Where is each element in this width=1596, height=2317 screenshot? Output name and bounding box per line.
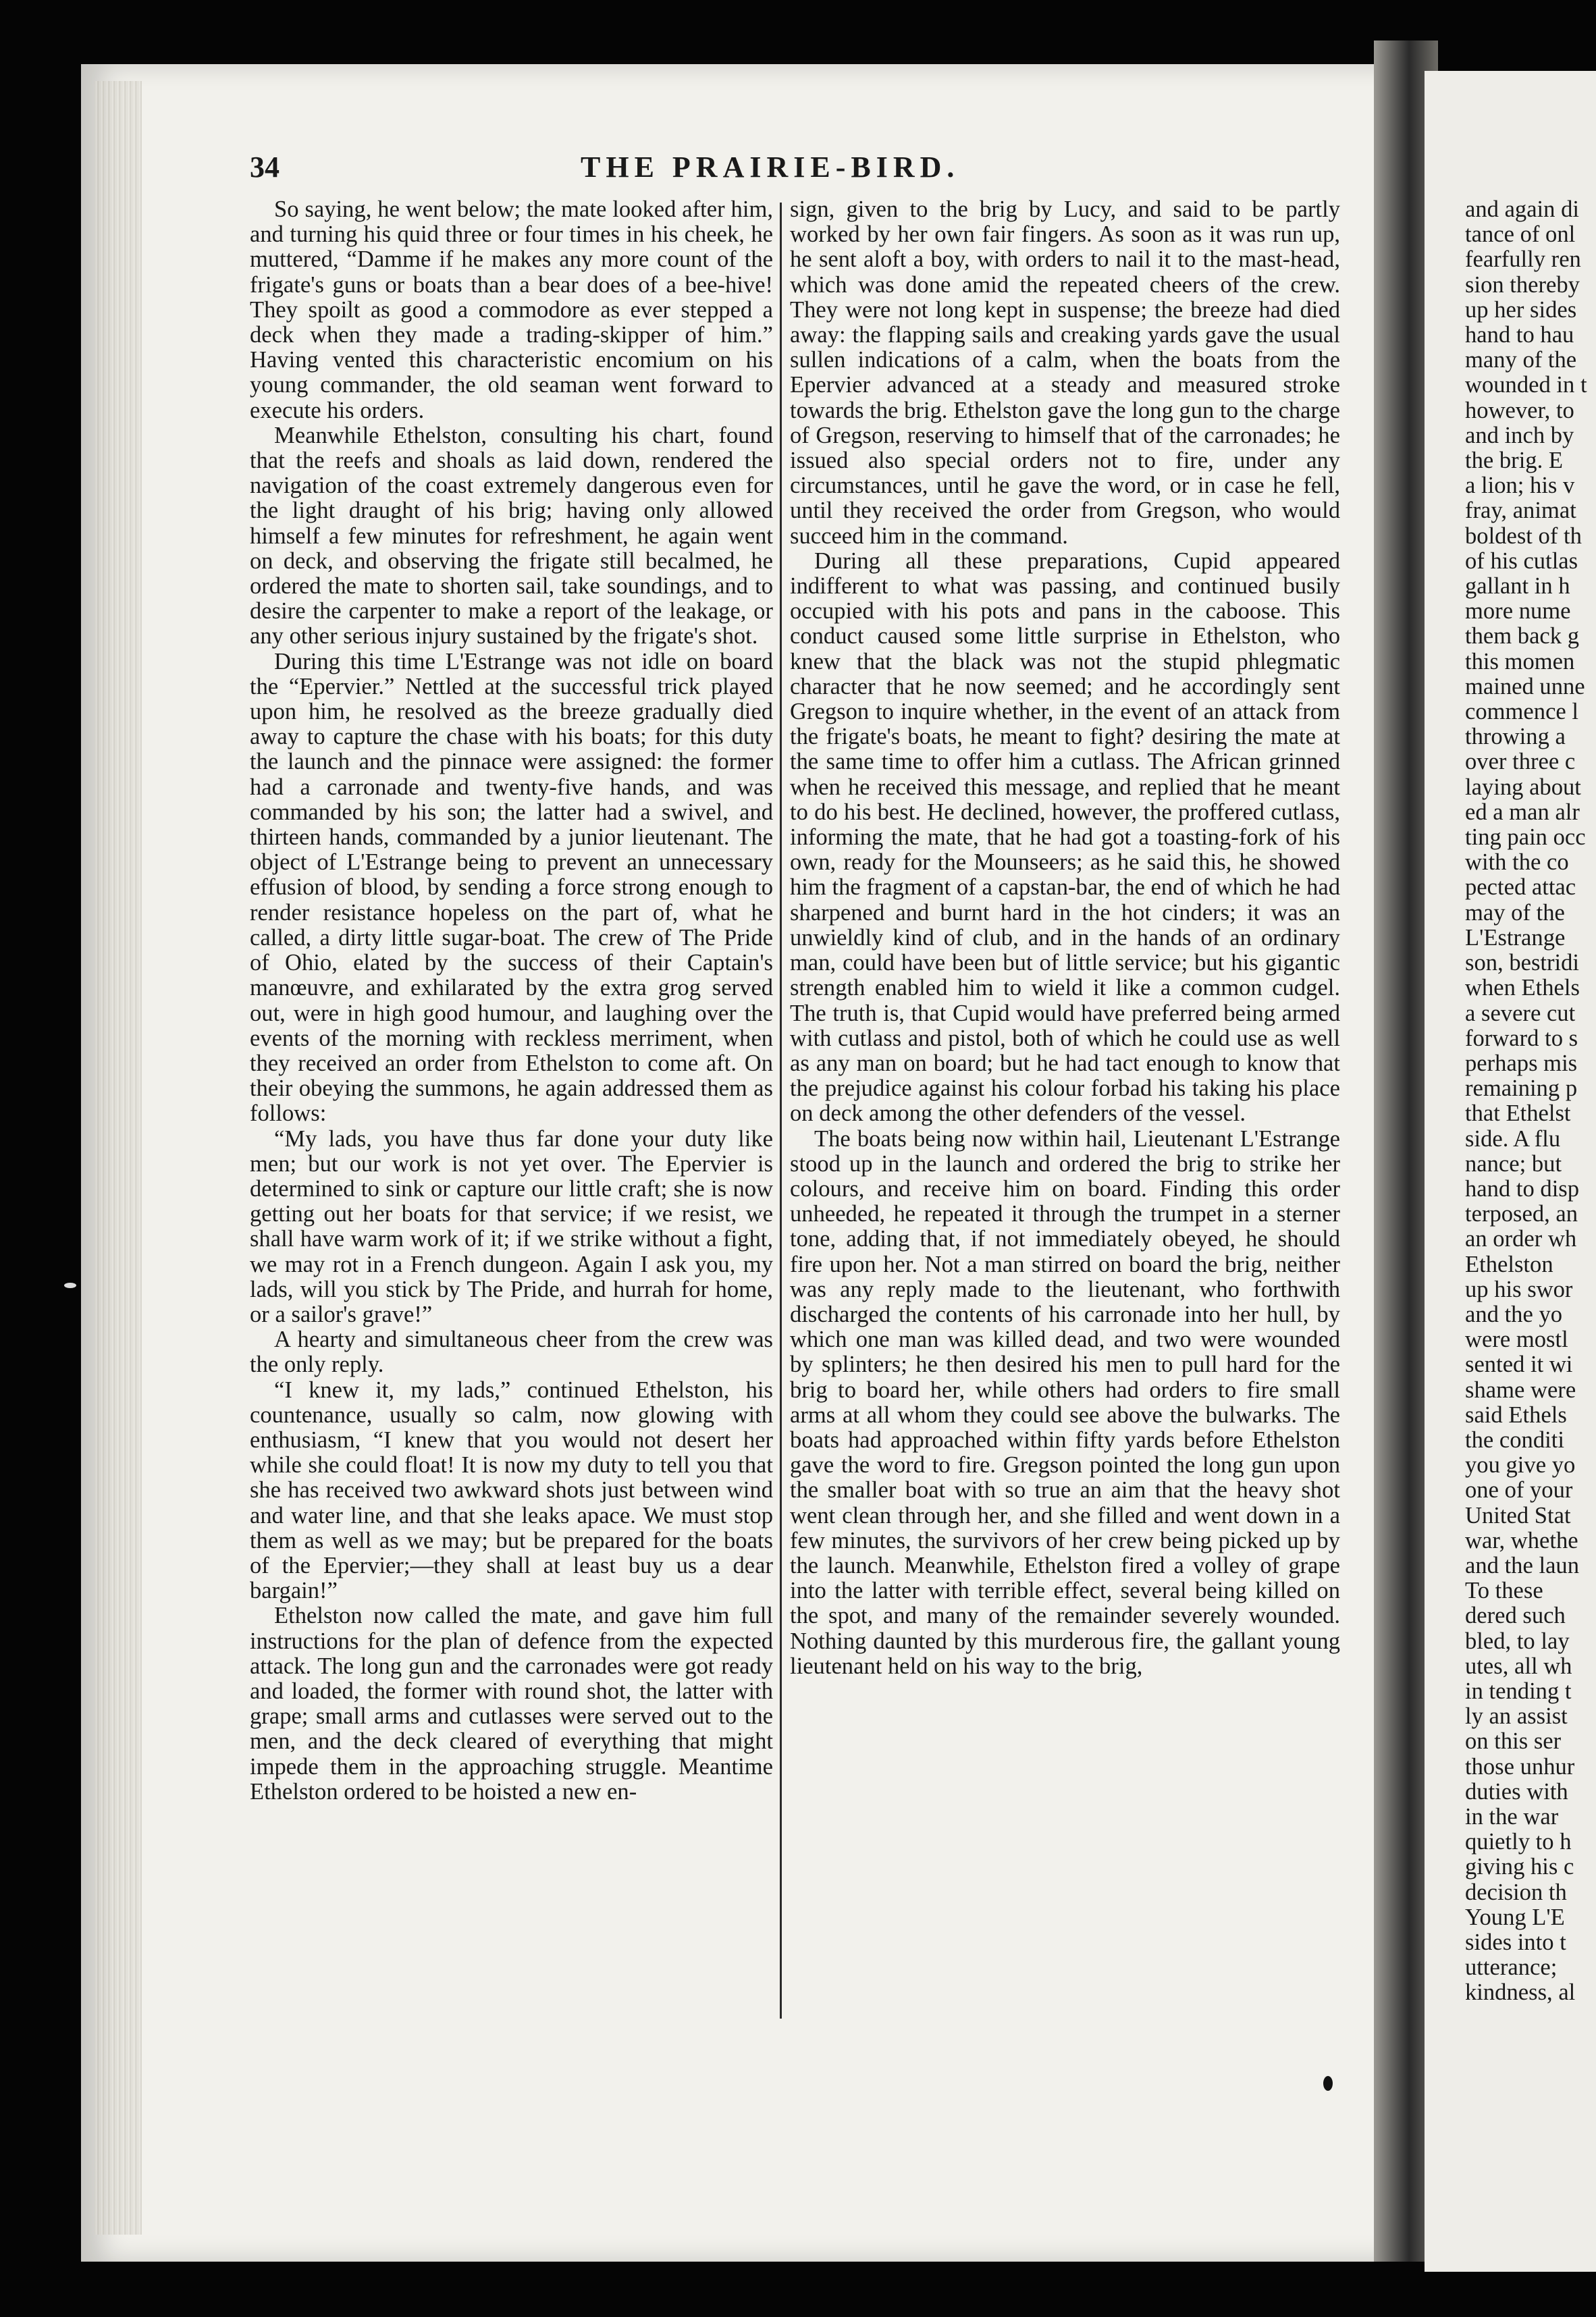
line-fragment: son, bestridi [1465,950,1580,976]
line-fragment: L'Estrange [1465,924,1566,951]
paragraph: “My lads, you have thus far done your duty like men; but our work is not yet over. The Epervier is determined to sink or capture our little craft; she is now getting out her boats for that service; if we resist, we shall have warm work of it; if we strike without a fight, we may rot in a French dungeon. Again I ask you, my lads, will you stick by The Pride, and hurrah for home, or a sailor's grave!” [250,1125,773,1327]
line-fragment: forward to s [1465,1025,1578,1051]
line-fragment: duties with [1465,1778,1568,1805]
paragraph: “I knew it, my lads,” continued Ethelston, his countenance, usually so calm, now glowing with enthusiasm, “I knew that you would not desert her while she could float! It is now my duty to tell you that she has received two awkward shots just between wind and water line, and that she leaks apace. We must stop them as well as we may; but be prepared for the boats of the Epervier;—they shall at least buy us a dear bargain!” [250,1377,773,1604]
line-fragment: and the yo [1465,1301,1563,1327]
line-fragment: hand to disp [1465,1175,1580,1202]
line-fragment: utes, all wh [1465,1653,1572,1679]
line-fragment: an order wh [1465,1226,1577,1252]
line-fragment: sion thereby [1465,271,1580,298]
line-fragment: mained unne [1465,673,1585,699]
line-fragment: throwing a [1465,724,1566,750]
paragraph: Ethelston now called the mate, and gave him full instructions for the plan of defence from the expected attack. The long gun and the carronades were got ready and loaded, the former with round shot, the latter with grape; small arms and cutlasses were served out to the men, and the deck cleared of everything that might impede them in the approaching struggle. Meantime Ethelston ordered to be hoisted a new en- [250,1603,773,1805]
line-fragment: gallant in h [1465,573,1570,600]
line-fragment: shame were [1465,1377,1576,1403]
line-fragment: utterance; [1465,1954,1558,1981]
line-fragment: laying about [1465,774,1581,800]
line-fragment: up her sides [1465,296,1577,323]
line-fragment: may of the [1465,899,1565,926]
text-column-1 [250,197,773,2020]
line-fragment: perhaps mis [1465,1050,1578,1076]
line-fragment: more nume [1465,598,1571,624]
running-title: THE PRAIRIE-BIRD. [581,151,960,184]
line-fragment: the conditi [1465,1427,1564,1453]
column-divider [780,203,782,2019]
line-fragment: up his swor [1465,1276,1573,1302]
line-fragment: hand to hau [1465,322,1574,348]
paragraph: During all these preparations, Cupid appeared indifferent to what was passing, and continued busily occupied with his pots and pans in the caboose. This conduct caused some little surprise in Ethelston, who knew that the black was not the stupid phlegmatic character that he now seemed; and he accordingly sent Gregson to inquire whether, in the event of an attack from the frigate's boats, he meant to fight? desiring the mate at the same time to offer him a cutlass. The African grinned when he received this message, and replied that he meant to do his best. He declined, however, the proffered cutlass, informing the mate, that he had got a toasting-fork of his own, ready for the Mounseers; as he said this, he showed him the fragment of a capstan-bar, the end of which he had sharpened and burnt hard in the hot cinders; it was an unwieldly kind of club, and in the hands of an ordinary man, could have been but of little service; but his gigantic strength enabled him to wield it like a common cudgel. The truth is, that Cupid would have preferred being armed with cutlass and pistol, both of which he could use as well as any man on board; but he had tact enough to know that the prejudice against his colour forbad his taking his place on deck among the other defenders of the vessel. [790,548,1340,1127]
line-fragment: quietly to h [1465,1829,1572,1855]
line-fragment: dered such [1465,1603,1566,1629]
line-fragment: war, whethe [1465,1527,1578,1553]
line-fragment: those unhur [1465,1753,1575,1780]
line-fragment: in tending t [1465,1678,1572,1704]
line-fragment: fearfully ren [1465,246,1581,273]
line-fragment: ly an assist [1465,1703,1568,1730]
paragraph: A hearty and simultaneous cheer from the crew was the only reply. [250,1327,773,1378]
line-fragment: a severe cut [1465,1000,1576,1026]
line-fragment: pected attac [1465,874,1576,901]
line-fragment: them back g [1465,623,1579,649]
line-fragment: To these [1465,1578,1543,1604]
line-fragment: one of your [1465,1477,1573,1503]
line-fragment: decision th [1465,1879,1567,1905]
line-fragment: on this ser [1465,1728,1562,1755]
line-fragment: when Ethels [1465,975,1580,1001]
page-number: 34 [250,151,280,184]
line-fragment: many of the [1465,347,1577,373]
line-fragment: kindness, al [1465,1979,1576,2006]
line-fragment: the brig. E [1465,448,1563,474]
line-fragment: a lion; his v [1465,473,1575,499]
line-fragment: side. A flu [1465,1125,1561,1152]
line-fragment: and the laun [1465,1552,1579,1578]
line-fragment: you give yo [1465,1452,1576,1479]
line-fragment: remaining p [1465,1075,1578,1102]
line-fragment: with the co [1465,849,1569,876]
paragraph: The boats being now within hail, Lieutenant L'Estrange stood up in the launch and ordered the brig to strike her colours, and receive him on board. Finding this order unheeded, he repeated it through the trumpet in a sterner tone, adding that, if not immediately obeyed, he should fire upon her. Not a man stirred on board the brig, neither was any reply made to the lieutenant, who forthwith discharged the contents of his carronade into her hull, by which one man was killed dead, and two were wounded by splinters; he then desired his men to pull hard for the brig to board her, while others had orders to fire small arms at all whom they could see above the bulwarks. The boats had approached within fifty yards before Ethelston gave the word to fire. Gregson pointed the long gun upon the smaller boat with so true an aim that the heavy shot went clean through her, and she filled and went down in a few minutes, the survivors of her crew being picked up by the launch. Meanwhile, Ethelston fired a volley of grape into the latter with terrible effect, several being killed on the spot, and many of the remainder severely wounded. Nothing daunted by this murderous fire, the gallant young lieutenant held on his way to the brig, [790,1125,1340,1679]
line-fragment: fray, animat [1465,498,1576,524]
line-fragment: nance; but [1465,1150,1562,1177]
line-fragment: sides into t [1465,1929,1566,1956]
paragraph: During this time L'Estrange was not idle on board the “Epervier.” Nettled at the successful trick played upon him, he resolved as the breeze gradually died away to capture the chase with his boats; for this duty the launch and the pinnace were assigned: the former had a carronade and twenty-five hands, and was commanded by his son; the latter had a swivel, and thirteen hands, commanded by a junior lieutenant. The object of L'Estrange being to prevent an unnecessary effusion of blood, by sending a force strong enough to render resistance hopeless on the part of, what he called, a dirty little sugar-boat. The crew of The Pride of Ohio, elated by the success of their Captain's manœuvre, and exhilarated by the extra grog served out, were in high good humour, and laughing over the events of the morning with reckless merriment, when they received an order from Ethelston to come aft. On their obeying the summons, he again addressed them as follows: [250,648,773,1127]
line-fragment: sented it wi [1465,1352,1573,1378]
paragraph: Meanwhile Ethelston, consulting his chart, found that the reefs and shoals as laid down, rendered the navigation of the coast extremely dangerous even for the light draught of his brig; having only allowed himself a few minutes for refreshment, he again went on deck, and observing the frigate still becalmed, he ordered the mate to shorten sail, take soundings, and to desire the carpenter to make a report of the leakage, or any other serious injury sustained by the frigate's shot. [250,422,773,649]
line-fragment: Young L'E [1465,1904,1565,1930]
line-fragment: bled, to lay [1465,1628,1570,1654]
line-fragment: terposed, an [1465,1201,1578,1227]
ink-speck [1323,2076,1333,2091]
line-fragment: over three c [1465,749,1576,775]
line-fragment: tance of onl [1465,221,1576,248]
line-fragment: of his cutlas [1465,548,1578,574]
line-fragment: ting pain occ [1465,824,1586,851]
line-fragment: Ethelston [1465,1251,1553,1277]
text-column-2 [790,197,1340,2020]
line-fragment: boldest of th [1465,523,1582,549]
scan-mark [64,1283,76,1288]
paragraph: sign, given to the brig by Lucy, and said to be partly worked by her own fair fingers. As soon as it was run up, he sent aloft a boy, with orders to nail it to the mast-head, which was done amid the repeated cheers of the crew. They were not long kept in suspense; the breeze had died away: the flapping sails and creaking yards gave the usual sullen indications of a calm, when the boats from the Epervier advanced at a steady and measured stroke towards the brig. Ethelston gave the long gun to the charge of Gregson, reserving to himself that of the carronades; he issued also special orders not to fire, under any circumstances, until he gave the word, or in case he fell, until they received the order from Gregson, who would succeed him in the command. [790,197,1340,549]
page-header [250,150,1357,197]
text-column-3-cropped [1465,197,1596,2006]
line-fragment: giving his c [1465,1854,1574,1880]
page-edge-stack [95,81,142,2235]
line-fragment: and again di [1465,196,1579,222]
line-fragment: were mostl [1465,1327,1568,1353]
line-fragment: commence l [1465,699,1579,725]
line-fragment: wounded in t [1465,372,1587,398]
line-fragment: this momen [1465,648,1575,674]
line-fragment: United Stat [1465,1502,1571,1528]
line-fragment: ed a man alr [1465,799,1580,825]
line-fragment: in the war [1465,1804,1559,1830]
line-fragment: and inch by [1465,422,1574,448]
line-fragment: said Ethels [1465,1402,1567,1428]
paragraph: So saying, he went below; the mate looked after him, and turning his quid three or four times in his cheek, he muttered, “Damme if he makes any more count of the frigate's guns or boats than a bear does of a bee-hive! They spoilt as good a commodore as ever stepped a deck when they made a trading-skipper of him.” Having vented this characteristic encomium on his young commander, the old seaman went forward to execute his orders. [250,197,773,423]
line-fragment: however, to [1465,397,1574,423]
line-fragment: that Ethelst [1465,1100,1571,1127]
